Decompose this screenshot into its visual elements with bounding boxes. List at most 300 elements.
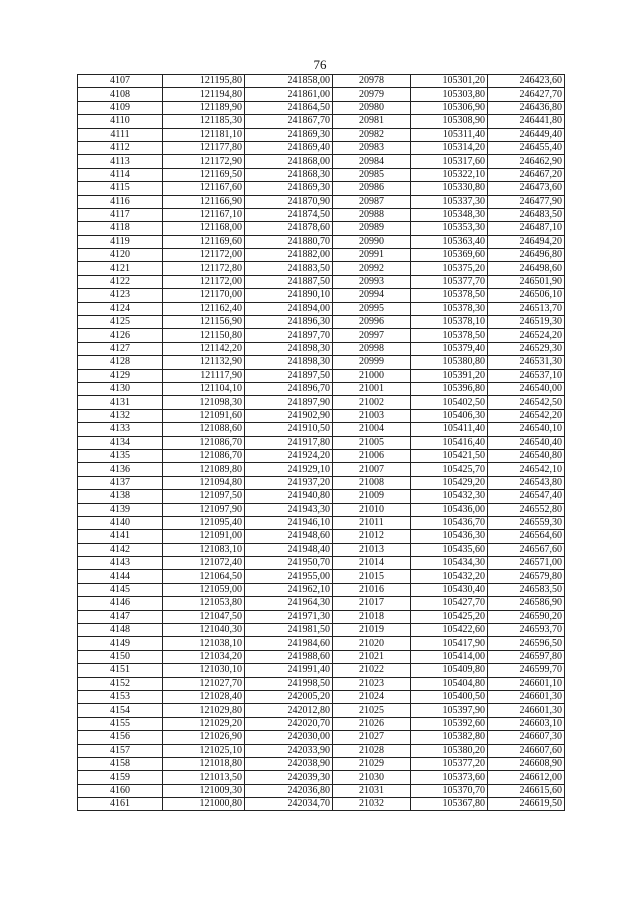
x-coordinate-cell: 105378,30	[411, 302, 488, 315]
table-row	[78, 771, 565, 784]
x-coordinate-cell: 105314,20	[411, 141, 488, 154]
point-id-cell: 4143	[78, 557, 163, 570]
table-row	[78, 155, 565, 168]
y-coordinate-cell: 241948,60	[245, 530, 333, 543]
point-id-cell: 20999	[333, 356, 411, 369]
y-coordinate-cell: 246441,80	[488, 115, 565, 128]
point-id-cell: 21004	[333, 423, 411, 436]
y-coordinate-cell: 241878,60	[245, 222, 333, 235]
y-coordinate-cell: 241864,50	[245, 101, 333, 114]
table-row	[78, 624, 565, 637]
x-coordinate-cell: 105392,60	[411, 717, 488, 730]
point-id-cell: 4161	[78, 798, 163, 811]
point-id-cell: 4133	[78, 423, 163, 436]
point-id-cell: 4119	[78, 235, 163, 248]
table-row	[78, 369, 565, 382]
y-coordinate-cell: 241868,00	[245, 155, 333, 168]
y-coordinate-cell: 246564,60	[488, 530, 565, 543]
point-id-cell: 20984	[333, 155, 411, 168]
point-id-cell: 4150	[78, 650, 163, 663]
y-coordinate-cell: 241897,90	[245, 396, 333, 409]
table-row	[78, 235, 565, 248]
table-row	[78, 690, 565, 703]
y-coordinate-cell: 246467,20	[488, 168, 565, 181]
table-row	[78, 449, 565, 462]
point-id-cell: 21016	[333, 583, 411, 596]
x-coordinate-cell: 121094,80	[163, 476, 245, 489]
y-coordinate-cell: 241902,90	[245, 409, 333, 422]
y-coordinate-cell: 246597,80	[488, 650, 565, 663]
y-coordinate-cell: 241868,30	[245, 168, 333, 181]
x-coordinate-cell: 121088,60	[163, 423, 245, 436]
point-id-cell: 20980	[333, 101, 411, 114]
y-coordinate-cell: 246542,50	[488, 396, 565, 409]
y-coordinate-cell: 241897,50	[245, 369, 333, 382]
x-coordinate-cell: 121156,90	[163, 316, 245, 329]
x-coordinate-cell: 121030,10	[163, 664, 245, 677]
y-coordinate-cell: 241940,80	[245, 490, 333, 503]
x-coordinate-cell: 105436,70	[411, 516, 488, 529]
y-coordinate-cell: 241898,30	[245, 342, 333, 355]
point-id-cell: 4117	[78, 208, 163, 221]
point-id-cell: 21019	[333, 624, 411, 637]
x-coordinate-cell: 105436,00	[411, 503, 488, 516]
y-coordinate-cell: 241896,30	[245, 316, 333, 329]
x-coordinate-cell: 105436,30	[411, 530, 488, 543]
x-coordinate-cell: 105425,20	[411, 610, 488, 623]
point-id-cell: 21008	[333, 476, 411, 489]
table-row	[78, 208, 565, 221]
point-id-cell: 20994	[333, 289, 411, 302]
x-coordinate-cell: 121027,70	[163, 677, 245, 690]
point-id-cell: 21005	[333, 436, 411, 449]
point-id-cell: 4130	[78, 382, 163, 395]
table-row	[78, 757, 565, 770]
point-id-cell: 20996	[333, 316, 411, 329]
x-coordinate-cell: 105380,20	[411, 744, 488, 757]
y-coordinate-cell: 246436,80	[488, 101, 565, 114]
point-id-cell: 21017	[333, 597, 411, 610]
point-id-cell: 4140	[78, 516, 163, 529]
x-coordinate-cell: 105421,50	[411, 449, 488, 462]
x-coordinate-cell: 105367,80	[411, 798, 488, 811]
x-coordinate-cell: 121177,80	[163, 141, 245, 154]
x-coordinate-cell: 105337,30	[411, 195, 488, 208]
table-row	[78, 784, 565, 797]
x-coordinate-cell: 121162,40	[163, 302, 245, 315]
x-coordinate-cell: 121172,00	[163, 249, 245, 262]
x-coordinate-cell: 105373,60	[411, 771, 488, 784]
y-coordinate-cell: 246542,20	[488, 409, 565, 422]
x-coordinate-cell: 121097,90	[163, 503, 245, 516]
x-coordinate-cell: 121167,60	[163, 182, 245, 195]
point-id-cell: 4121	[78, 262, 163, 275]
y-coordinate-cell: 246615,60	[488, 784, 565, 797]
x-coordinate-cell: 105435,60	[411, 543, 488, 556]
point-id-cell: 4151	[78, 664, 163, 677]
point-id-cell: 20982	[333, 128, 411, 141]
x-coordinate-cell: 121172,90	[163, 155, 245, 168]
point-id-cell: 4129	[78, 369, 163, 382]
x-coordinate-cell: 121009,30	[163, 784, 245, 797]
x-coordinate-cell: 105411,40	[411, 423, 488, 436]
point-id-cell: 21018	[333, 610, 411, 623]
x-coordinate-cell: 121132,90	[163, 356, 245, 369]
y-coordinate-cell: 242030,00	[245, 731, 333, 744]
table-row	[78, 543, 565, 556]
point-id-cell: 21011	[333, 516, 411, 529]
x-coordinate-cell: 121072,40	[163, 557, 245, 570]
table-row	[78, 195, 565, 208]
x-coordinate-cell: 121034,20	[163, 650, 245, 663]
table-row	[78, 141, 565, 154]
y-coordinate-cell: 241882,00	[245, 249, 333, 262]
y-coordinate-cell: 246601,10	[488, 677, 565, 690]
y-coordinate-cell: 246607,30	[488, 731, 565, 744]
point-id-cell: 4154	[78, 704, 163, 717]
table-row	[78, 597, 565, 610]
x-coordinate-cell: 121029,80	[163, 704, 245, 717]
point-id-cell: 4115	[78, 182, 163, 195]
x-coordinate-cell: 105432,20	[411, 570, 488, 583]
y-coordinate-cell: 241869,40	[245, 141, 333, 154]
y-coordinate-cell: 242039,30	[245, 771, 333, 784]
point-id-cell: 20997	[333, 329, 411, 342]
x-coordinate-cell: 121047,50	[163, 610, 245, 623]
y-coordinate-cell: 246612,00	[488, 771, 565, 784]
point-id-cell: 20978	[333, 75, 411, 88]
point-id-cell: 4107	[78, 75, 163, 88]
point-id-cell: 20983	[333, 141, 411, 154]
table-row	[78, 677, 565, 690]
table-row	[78, 557, 565, 570]
point-id-cell: 21028	[333, 744, 411, 757]
table-row	[78, 249, 565, 262]
x-coordinate-cell: 105303,80	[411, 88, 488, 101]
y-coordinate-cell: 246540,00	[488, 382, 565, 395]
x-coordinate-cell: 121059,00	[163, 583, 245, 596]
x-coordinate-cell: 105382,80	[411, 731, 488, 744]
point-id-cell: 4153	[78, 690, 163, 703]
x-coordinate-cell: 105308,90	[411, 115, 488, 128]
y-coordinate-cell: 246519,30	[488, 316, 565, 329]
point-id-cell: 20985	[333, 168, 411, 181]
y-coordinate-cell: 246540,80	[488, 449, 565, 462]
point-id-cell: 4110	[78, 115, 163, 128]
y-coordinate-cell: 241861,00	[245, 88, 333, 101]
y-coordinate-cell: 241897,70	[245, 329, 333, 342]
y-coordinate-cell: 241991,40	[245, 664, 333, 677]
point-id-cell: 4113	[78, 155, 163, 168]
x-coordinate-cell: 121142,20	[163, 342, 245, 355]
x-coordinate-cell: 105317,60	[411, 155, 488, 168]
point-id-cell: 20991	[333, 249, 411, 262]
point-id-cell: 21015	[333, 570, 411, 583]
x-coordinate-cell: 121028,40	[163, 690, 245, 703]
y-coordinate-cell: 241869,30	[245, 182, 333, 195]
table-row	[78, 289, 565, 302]
y-coordinate-cell: 246559,30	[488, 516, 565, 529]
point-id-cell: 4146	[78, 597, 163, 610]
y-coordinate-cell: 241887,50	[245, 275, 333, 288]
table-row	[78, 101, 565, 114]
x-coordinate-cell: 121167,10	[163, 208, 245, 221]
x-coordinate-cell: 121053,80	[163, 597, 245, 610]
y-coordinate-cell: 242012,80	[245, 704, 333, 717]
point-id-cell: 4137	[78, 476, 163, 489]
x-coordinate-cell: 121018,80	[163, 757, 245, 770]
y-coordinate-cell: 241984,60	[245, 637, 333, 650]
point-id-cell: 21013	[333, 543, 411, 556]
x-coordinate-cell: 105430,40	[411, 583, 488, 596]
point-id-cell: 4108	[78, 88, 163, 101]
point-id-cell: 21010	[333, 503, 411, 516]
point-id-cell: 4139	[78, 503, 163, 516]
y-coordinate-cell: 246473,60	[488, 182, 565, 195]
point-id-cell: 21020	[333, 637, 411, 650]
x-coordinate-cell: 105378,50	[411, 289, 488, 302]
y-coordinate-cell: 246593,70	[488, 624, 565, 637]
y-coordinate-cell: 241950,70	[245, 557, 333, 570]
y-coordinate-cell: 246601,30	[488, 704, 565, 717]
x-coordinate-cell: 121013,50	[163, 771, 245, 784]
y-coordinate-cell: 246542,10	[488, 463, 565, 476]
y-coordinate-cell: 246487,10	[488, 222, 565, 235]
x-coordinate-cell: 105378,10	[411, 316, 488, 329]
x-coordinate-cell: 105378,50	[411, 329, 488, 342]
y-coordinate-cell: 241943,30	[245, 503, 333, 516]
x-coordinate-cell: 121170,00	[163, 289, 245, 302]
x-coordinate-cell: 121185,30	[163, 115, 245, 128]
table-row	[78, 650, 565, 663]
point-id-cell: 20989	[333, 222, 411, 235]
table-row	[78, 168, 565, 181]
y-coordinate-cell: 241898,30	[245, 356, 333, 369]
point-id-cell: 4127	[78, 342, 163, 355]
point-id-cell: 4131	[78, 396, 163, 409]
x-coordinate-cell: 105353,30	[411, 222, 488, 235]
coordinates-table-body	[78, 75, 565, 811]
x-coordinate-cell: 121083,10	[163, 543, 245, 556]
y-coordinate-cell: 241937,20	[245, 476, 333, 489]
x-coordinate-cell: 105379,40	[411, 342, 488, 355]
y-coordinate-cell: 241948,40	[245, 543, 333, 556]
y-coordinate-cell: 246449,40	[488, 128, 565, 141]
y-coordinate-cell: 246501,90	[488, 275, 565, 288]
point-id-cell: 20998	[333, 342, 411, 355]
x-coordinate-cell: 121097,50	[163, 490, 245, 503]
x-coordinate-cell: 121168,00	[163, 222, 245, 235]
table-row	[78, 530, 565, 543]
x-coordinate-cell: 105306,90	[411, 101, 488, 114]
point-id-cell: 21007	[333, 463, 411, 476]
point-id-cell: 20986	[333, 182, 411, 195]
x-coordinate-cell: 105377,20	[411, 757, 488, 770]
table-row	[78, 490, 565, 503]
y-coordinate-cell: 246524,20	[488, 329, 565, 342]
point-id-cell: 20992	[333, 262, 411, 275]
table-row	[78, 342, 565, 355]
y-coordinate-cell: 242036,80	[245, 784, 333, 797]
y-coordinate-cell: 241894,00	[245, 302, 333, 315]
y-coordinate-cell: 241880,70	[245, 235, 333, 248]
y-coordinate-cell: 246603,10	[488, 717, 565, 730]
y-coordinate-cell: 246540,10	[488, 423, 565, 436]
point-id-cell: 4114	[78, 168, 163, 181]
x-coordinate-cell: 121169,50	[163, 168, 245, 181]
point-id-cell: 4111	[78, 128, 163, 141]
point-id-cell: 4155	[78, 717, 163, 730]
y-coordinate-cell: 246596,50	[488, 637, 565, 650]
table-row	[78, 275, 565, 288]
x-coordinate-cell: 105391,20	[411, 369, 488, 382]
y-coordinate-cell: 246513,70	[488, 302, 565, 315]
y-coordinate-cell: 246477,90	[488, 195, 565, 208]
point-id-cell: 21027	[333, 731, 411, 744]
point-id-cell: 21024	[333, 690, 411, 703]
table-row	[78, 316, 565, 329]
x-coordinate-cell: 121086,70	[163, 436, 245, 449]
x-coordinate-cell: 121000,80	[163, 798, 245, 811]
x-coordinate-cell: 121026,90	[163, 731, 245, 744]
table-row	[78, 610, 565, 623]
x-coordinate-cell: 105369,60	[411, 249, 488, 262]
y-coordinate-cell: 246552,80	[488, 503, 565, 516]
y-coordinate-cell: 241867,70	[245, 115, 333, 128]
point-id-cell: 21021	[333, 650, 411, 663]
x-coordinate-cell: 105380,80	[411, 356, 488, 369]
y-coordinate-cell: 246494,20	[488, 235, 565, 248]
y-coordinate-cell: 241971,30	[245, 610, 333, 623]
table-row	[78, 583, 565, 596]
x-coordinate-cell: 121181,10	[163, 128, 245, 141]
point-id-cell: 4118	[78, 222, 163, 235]
y-coordinate-cell: 246498,60	[488, 262, 565, 275]
point-id-cell: 21025	[333, 704, 411, 717]
point-id-cell: 4122	[78, 275, 163, 288]
x-coordinate-cell: 105348,30	[411, 208, 488, 221]
y-coordinate-cell: 246608,90	[488, 757, 565, 770]
y-coordinate-cell: 241946,10	[245, 516, 333, 529]
y-coordinate-cell: 246531,30	[488, 356, 565, 369]
y-coordinate-cell: 246455,40	[488, 141, 565, 154]
y-coordinate-cell: 241858,00	[245, 75, 333, 88]
point-id-cell: 4152	[78, 677, 163, 690]
point-id-cell: 20995	[333, 302, 411, 315]
x-coordinate-cell: 121172,80	[163, 262, 245, 275]
y-coordinate-cell: 246607,60	[488, 744, 565, 757]
table-row	[78, 396, 565, 409]
point-id-cell: 20987	[333, 195, 411, 208]
table-row	[78, 664, 565, 677]
y-coordinate-cell: 241869,30	[245, 128, 333, 141]
y-coordinate-cell: 246547,40	[488, 490, 565, 503]
table-row	[78, 409, 565, 422]
point-id-cell: 21030	[333, 771, 411, 784]
point-id-cell: 4126	[78, 329, 163, 342]
y-coordinate-cell: 241962,10	[245, 583, 333, 596]
table-row	[78, 436, 565, 449]
point-id-cell: 21031	[333, 784, 411, 797]
x-coordinate-cell: 121038,10	[163, 637, 245, 650]
y-coordinate-cell: 246601,30	[488, 690, 565, 703]
point-id-cell: 20990	[333, 235, 411, 248]
y-coordinate-cell: 241955,00	[245, 570, 333, 583]
x-coordinate-cell: 105301,20	[411, 75, 488, 88]
point-id-cell: 4132	[78, 409, 163, 422]
point-id-cell: 4141	[78, 530, 163, 543]
point-id-cell: 4124	[78, 302, 163, 315]
point-id-cell: 4134	[78, 436, 163, 449]
point-id-cell: 4144	[78, 570, 163, 583]
point-id-cell: 4138	[78, 490, 163, 503]
y-coordinate-cell: 241981,50	[245, 624, 333, 637]
point-id-cell: 4128	[78, 356, 163, 369]
table-row	[78, 637, 565, 650]
y-coordinate-cell: 246567,60	[488, 543, 565, 556]
point-id-cell: 4148	[78, 624, 163, 637]
point-id-cell: 4142	[78, 543, 163, 556]
table-row	[78, 262, 565, 275]
point-id-cell: 4157	[78, 744, 163, 757]
table-row	[78, 516, 565, 529]
point-id-cell: 20981	[333, 115, 411, 128]
point-id-cell: 4135	[78, 449, 163, 462]
point-id-cell: 21000	[333, 369, 411, 382]
x-coordinate-cell: 105404,80	[411, 677, 488, 690]
table-row	[78, 75, 565, 88]
table-row	[78, 731, 565, 744]
y-coordinate-cell: 241917,80	[245, 436, 333, 449]
y-coordinate-cell: 242033,90	[245, 744, 333, 757]
y-coordinate-cell: 246586,90	[488, 597, 565, 610]
y-coordinate-cell: 241964,30	[245, 597, 333, 610]
table-row	[78, 463, 565, 476]
y-coordinate-cell: 241870,90	[245, 195, 333, 208]
coordinates-table	[77, 74, 565, 811]
x-coordinate-cell: 121195,80	[163, 75, 245, 88]
y-coordinate-cell: 246543,80	[488, 476, 565, 489]
x-coordinate-cell: 121091,00	[163, 530, 245, 543]
y-coordinate-cell: 241924,20	[245, 449, 333, 462]
y-coordinate-cell: 241929,10	[245, 463, 333, 476]
point-id-cell: 4159	[78, 771, 163, 784]
table-row	[78, 382, 565, 395]
point-id-cell: 4160	[78, 784, 163, 797]
x-coordinate-cell: 105434,30	[411, 557, 488, 570]
y-coordinate-cell: 241890,10	[245, 289, 333, 302]
point-id-cell: 21029	[333, 757, 411, 770]
point-id-cell: 4136	[78, 463, 163, 476]
x-coordinate-cell: 105400,50	[411, 690, 488, 703]
x-coordinate-cell: 105402,50	[411, 396, 488, 409]
point-id-cell: 20993	[333, 275, 411, 288]
x-coordinate-cell: 121172,00	[163, 275, 245, 288]
point-id-cell: 21014	[333, 557, 411, 570]
x-coordinate-cell: 121117,90	[163, 369, 245, 382]
table-row	[78, 717, 565, 730]
x-coordinate-cell: 121029,20	[163, 717, 245, 730]
x-coordinate-cell: 105427,70	[411, 597, 488, 610]
y-coordinate-cell: 246427,70	[488, 88, 565, 101]
x-coordinate-cell: 121189,90	[163, 101, 245, 114]
point-id-cell: 20988	[333, 208, 411, 221]
y-coordinate-cell: 246599,70	[488, 664, 565, 677]
y-coordinate-cell: 246462,90	[488, 155, 565, 168]
y-coordinate-cell: 242038,90	[245, 757, 333, 770]
y-coordinate-cell: 242020,70	[245, 717, 333, 730]
table-row	[78, 128, 565, 141]
